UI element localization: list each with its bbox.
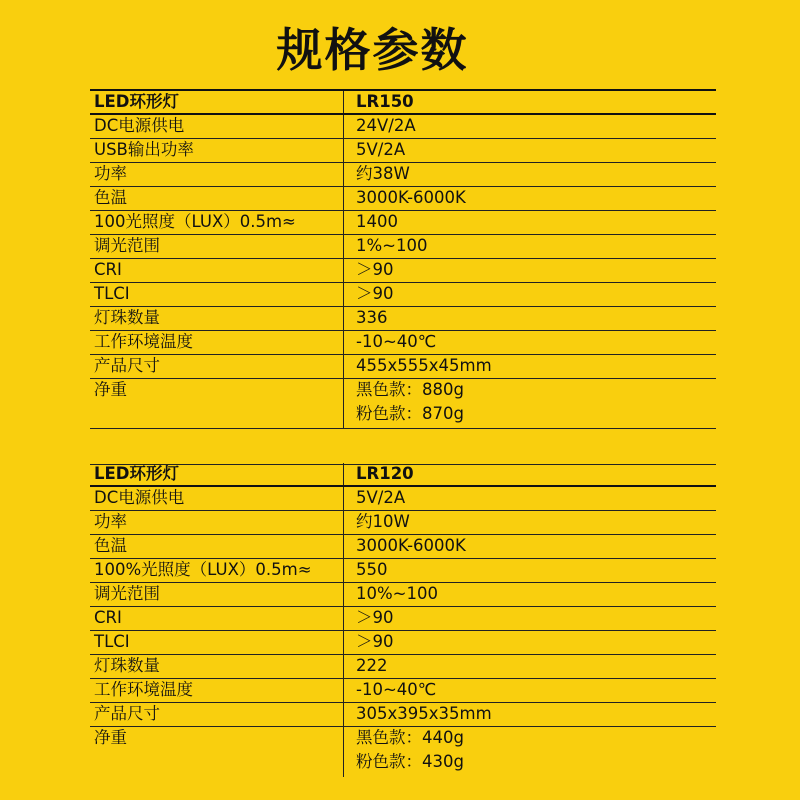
spec-table-lr150 [90,89,716,429]
spec-label: 工作环境温度 [94,680,193,699]
spec-label: DC电源供电 [94,116,185,135]
spec-value: ＞90 [343,631,716,654]
spec-value: 305x395x35mm [343,703,716,726]
spec-row [90,607,716,631]
model-value: LR120 [343,463,716,485]
spec-row [90,631,716,655]
weight-black: 黑色款：440g [356,728,464,747]
spec-value: -10~40℃ [343,679,716,702]
spec-label: 产品尺寸 [94,356,160,375]
spec-table-lr120 [90,463,716,777]
spec-row [90,355,716,379]
spec-row [90,187,716,211]
spec-value [343,727,716,777]
spec-row [90,559,716,583]
spec-value: 3000K-6000K [343,535,716,558]
spec-row [90,259,716,283]
spec-label: 调光范围 [94,584,160,603]
spec-value: 约38W [343,163,716,186]
spec-row [90,487,716,511]
weight-black: 黑色款：880g [356,380,464,399]
weight-pink: 粉色款：430g [356,752,464,771]
spec-row [90,139,716,163]
spec-value: 3000K-6000K [343,187,716,210]
spec-label: 工作环境温度 [94,332,193,351]
spec-row [90,211,716,235]
spec-value: ＞90 [343,259,716,282]
spec-value: ＞90 [343,607,716,630]
spec-value: 1400 [343,211,716,234]
spec-row [90,703,716,727]
spec-label: 100%光照度（LUX）0.5m≈ [94,560,312,579]
spec-row [90,115,716,139]
spec-value: 5V/2A [343,487,716,510]
spec-label: USB输出功率 [94,140,194,159]
spec-row [90,535,716,559]
spec-row [90,679,716,703]
spec-label: 净重 [94,380,127,399]
spec-label: 色温 [94,536,127,555]
spec-value: 10%~100 [343,583,716,606]
spec-row [90,583,716,607]
model-value: LR150 [343,91,716,113]
spec-label: 功率 [94,164,127,183]
table-header [90,91,716,115]
spec-value: 550 [343,559,716,582]
spec-value: 455x555x45mm [343,355,716,378]
weight-pink: 粉色款：870g [356,404,464,423]
spec-value: 1%~100 [343,235,716,258]
spec-value: 222 [343,655,716,678]
spec-label: TLCI [94,284,130,303]
spec-row [90,283,716,307]
spec-row [90,235,716,259]
spec-row [90,163,716,187]
spec-value: 336 [343,307,716,330]
spec-label: 净重 [94,728,127,747]
weight-row [90,379,716,429]
spec-value: -10~40℃ [343,331,716,354]
spec-label: 灯珠数量 [94,308,160,327]
spec-label: 灯珠数量 [94,656,160,675]
header-label: LED环形灯 [94,92,179,111]
table-header [90,463,716,487]
spec-label: 功率 [94,512,127,531]
spec-value: 24V/2A [343,115,716,138]
spec-label: 产品尺寸 [94,704,160,723]
spec-label: 调光范围 [94,236,160,255]
spec-label: CRI [94,608,122,627]
spec-label: CRI [94,260,122,279]
spec-label: TLCI [94,632,130,651]
spec-row [90,331,716,355]
weight-row [90,727,716,777]
spec-label: 100光照度（LUX）0.5m≈ [94,212,296,231]
spec-label: DC电源供电 [94,488,185,507]
spec-row [90,511,716,535]
page-title: 规格参数 [276,23,469,77]
spec-value: 约10W [343,511,716,534]
spec-value: 5V/2A [343,139,716,162]
spec-value [343,379,716,428]
spec-row [90,655,716,679]
spec-row [90,307,716,331]
spec-value: ＞90 [343,283,716,306]
spec-label: 色温 [94,188,127,207]
header-label: LED环形灯 [94,464,179,483]
